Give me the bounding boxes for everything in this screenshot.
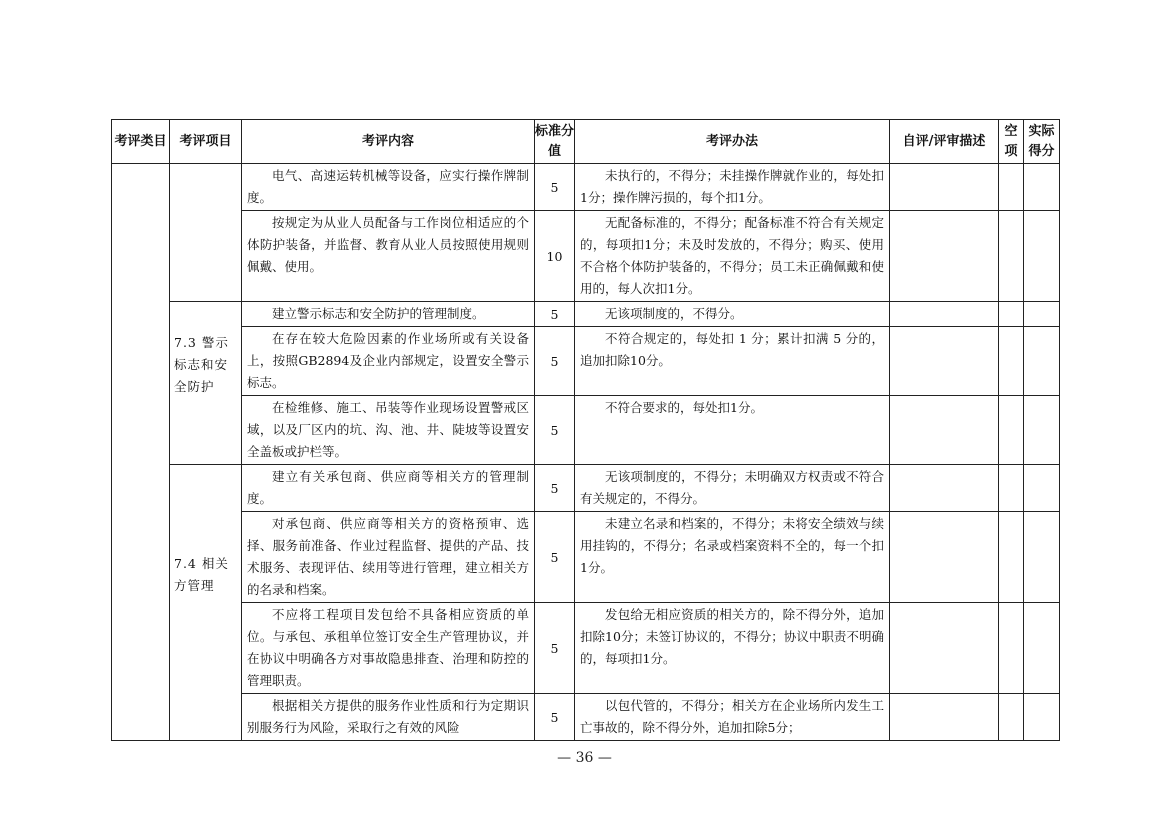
- table-row: [112, 465, 1060, 512]
- content-cell: 根据相关方提供的服务作业性质和行为定期识别服务行为风险，采取行之有效的风险: [242, 694, 535, 741]
- blank-item-cell[interactable]: [999, 164, 1024, 211]
- content-cell: 在检维修、施工、吊装等作业现场设置警戒区域，以及厂区内的坑、沟、池、井、陡坡等设置安全盖板或护栏等。: [242, 396, 535, 465]
- table-row: [112, 694, 1060, 741]
- table-row: [112, 603, 1060, 694]
- item-cell-7-4: 7.4 相关方管理: [170, 465, 242, 741]
- score-cell: 5: [535, 164, 575, 211]
- actual-score-cell[interactable]: [1024, 396, 1060, 465]
- table-row: [112, 327, 1060, 396]
- method-cell: 发包给无相应资质的相关方的，除不得分外，追加扣除10分；未签订协议的，不得分；协议中职责不明确的，每项扣1分。: [575, 603, 890, 694]
- content-cell: 建立警示标志和安全防护的管理制度。: [242, 302, 535, 327]
- blank-item-cell[interactable]: [999, 211, 1024, 302]
- self-eval-cell[interactable]: [890, 327, 999, 396]
- header-row: [112, 120, 1060, 164]
- header-standard-score: 标准分值: [535, 120, 575, 164]
- content-cell: 在存在较大危险因素的作业场所或有关设备上，按照GB2894及企业内部规定，设置安全警示标志。: [242, 327, 535, 396]
- content-cell: 对承包商、供应商等相关方的资格预审、选择、服务前准备、作业过程监督、提供的产品、技术服务、表现评估、续用等进行管理，建立相关方的名录和档案。: [242, 512, 535, 603]
- content-cell: 建立有关承包商、供应商等相关方的管理制度。: [242, 465, 535, 512]
- item-cell-7-3: 7.3 警示标志和安全防护: [170, 302, 242, 465]
- table-row: [112, 396, 1060, 465]
- actual-score-cell[interactable]: [1024, 512, 1060, 603]
- score-cell: 5: [535, 694, 575, 741]
- header-self-eval: 自评/评审描述: [890, 120, 999, 164]
- header-category: 考评类目: [112, 120, 170, 164]
- method-cell: 未建立名录和档案的，不得分；未将安全绩效与续用挂钩的，不得分；名录或档案资料不全的，每一个扣1分。: [575, 512, 890, 603]
- header-blank-item: 空项: [999, 120, 1024, 164]
- self-eval-cell[interactable]: [890, 465, 999, 512]
- category-cell: [112, 164, 170, 741]
- self-eval-cell[interactable]: [890, 164, 999, 211]
- self-eval-cell[interactable]: [890, 211, 999, 302]
- blank-item-cell[interactable]: [999, 327, 1024, 396]
- self-eval-cell[interactable]: [890, 603, 999, 694]
- score-cell: 10: [535, 211, 575, 302]
- page-number: — 36 —: [557, 750, 612, 766]
- score-cell: 5: [535, 603, 575, 694]
- table-row: [112, 302, 1060, 327]
- blank-item-cell[interactable]: [999, 396, 1024, 465]
- actual-score-cell[interactable]: [1024, 302, 1060, 327]
- method-cell: 以包代管的，不得分；相关方在企业场所内发生工亡事故的，除不得分外，追加扣除5分；: [575, 694, 890, 741]
- method-cell: 未执行的，不得分；未挂操作牌就作业的，每处扣1分；操作牌污损的，每个扣1分。: [575, 164, 890, 211]
- blank-item-cell[interactable]: [999, 465, 1024, 512]
- score-cell: 5: [535, 396, 575, 465]
- table-row: [112, 164, 1060, 211]
- blank-item-cell[interactable]: [999, 512, 1024, 603]
- method-cell: 无该项制度的，不得分。: [575, 302, 890, 327]
- table-row: [112, 512, 1060, 603]
- self-eval-cell[interactable]: [890, 396, 999, 465]
- content-cell: 不应将工程项目发包给不具备相应资质的单位。与承包、承租单位签订安全生产管理协议，并在协议中明确各方对事故隐患排查、治理和防控的管理职责。: [242, 603, 535, 694]
- method-cell: 无配备标准的，不得分；配备标准不符合有关规定的，每项扣1分；未及时发放的，不得分；购买、使用不合格个体防护装备的，不得分；员工未正确佩戴和使用的，每人次扣1分。: [575, 211, 890, 302]
- actual-score-cell[interactable]: [1024, 211, 1060, 302]
- score-cell: 5: [535, 512, 575, 603]
- evaluation-table: [111, 119, 1060, 741]
- header-item: 考评项目: [170, 120, 242, 164]
- method-cell: 不符合要求的，每处扣1分。: [575, 396, 890, 465]
- header-actual-score: 实际得分: [1024, 120, 1060, 164]
- score-cell: 5: [535, 327, 575, 396]
- actual-score-cell[interactable]: [1024, 465, 1060, 512]
- score-cell: 5: [535, 465, 575, 512]
- blank-item-cell[interactable]: [999, 603, 1024, 694]
- method-cell: 无该项制度的，不得分；未明确双方权责或不符合有关规定的，不得分。: [575, 465, 890, 512]
- self-eval-cell[interactable]: [890, 694, 999, 741]
- blank-item-cell[interactable]: [999, 302, 1024, 327]
- self-eval-cell[interactable]: [890, 512, 999, 603]
- blank-item-cell[interactable]: [999, 694, 1024, 741]
- score-cell: 5: [535, 302, 575, 327]
- actual-score-cell[interactable]: [1024, 164, 1060, 211]
- actual-score-cell[interactable]: [1024, 603, 1060, 694]
- item-cell-continued: [170, 164, 242, 302]
- content-cell: 按规定为从业人员配备与工作岗位相适应的个体防护装备，并监督、教育从业人员按照使用规则佩戴、使用。: [242, 211, 535, 302]
- table-row: [112, 211, 1060, 302]
- self-eval-cell[interactable]: [890, 302, 999, 327]
- content-cell: 电气、高速运转机械等设备，应实行操作牌制度。: [242, 164, 535, 211]
- method-cell: 不符合规定的，每处扣 1 分；累计扣满 5 分的，追加扣除10分。: [575, 327, 890, 396]
- header-content: 考评内容: [242, 120, 535, 164]
- header-method: 考评办法: [575, 120, 890, 164]
- actual-score-cell[interactable]: [1024, 327, 1060, 396]
- actual-score-cell[interactable]: [1024, 694, 1060, 741]
